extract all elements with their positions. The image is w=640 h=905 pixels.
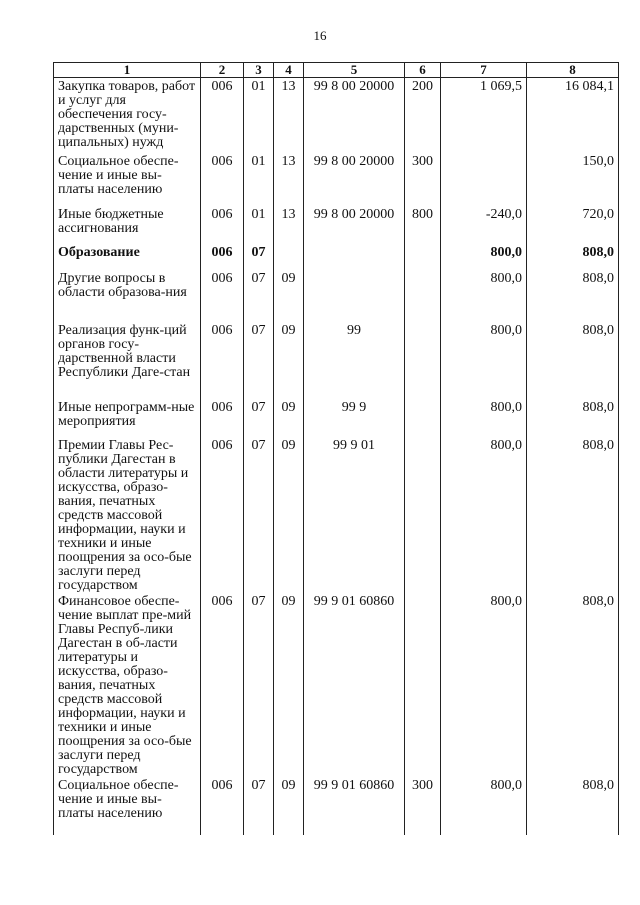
row-section-code: 07 [244, 777, 274, 835]
row-section-code: 07 [244, 270, 274, 322]
row-amount-total: 150,0 [527, 153, 619, 206]
header-col-5: 5 [304, 63, 405, 78]
row-target-article [304, 244, 405, 270]
row-amount-total: 720,0 [527, 206, 619, 244]
row-expense-type: 300 [405, 153, 441, 206]
row-ministry-code: 006 [201, 322, 244, 399]
row-name: Социальное обеспе-чение и иные вы-платы населению [54, 153, 201, 206]
table-row [54, 244, 619, 270]
row-amount-total: 808,0 [527, 270, 619, 322]
row-amount-change: -240,0 [441, 206, 527, 244]
row-expense-type [405, 399, 441, 437]
row-amount-change: 1 069,5 [441, 78, 527, 153]
header-col-4: 4 [274, 63, 304, 78]
row-name: Иные бюджетные ассигнования [54, 206, 201, 244]
header-col-7: 7 [441, 63, 527, 78]
row-ministry-code: 006 [201, 78, 244, 153]
row-target-article [304, 270, 405, 322]
row-subsection-code: 09 [274, 593, 304, 777]
row-expense-type [405, 270, 441, 322]
row-subsection-code: 13 [274, 153, 304, 206]
row-name: Финансовое обеспе-чение выплат пре-мий Главы Респуб-лики Дагестан в об-ласти литературы и искусства, образо-вания, печатных средств массовой информации, науки и техники и иные поощрения за осо-бые заслуги перед государством [54, 593, 201, 777]
table-row [54, 777, 619, 835]
row-ministry-code: 006 [201, 206, 244, 244]
table-row [54, 153, 619, 206]
row-expense-type [405, 244, 441, 270]
header-col-6: 6 [405, 63, 441, 78]
row-ministry-code: 006 [201, 593, 244, 777]
row-expense-type: 300 [405, 777, 441, 835]
row-name: Иные непрограмм-ные мероприятия [54, 399, 201, 437]
row-ministry-code: 006 [201, 777, 244, 835]
row-amount-total: 808,0 [527, 244, 619, 270]
row-amount-change: 800,0 [441, 593, 527, 777]
row-target-article: 99 9 01 60860 [304, 593, 405, 777]
row-subsection-code: 09 [274, 399, 304, 437]
row-amount-change: 800,0 [441, 437, 527, 593]
row-section-code: 07 [244, 322, 274, 399]
table-row [54, 206, 619, 244]
row-subsection-code: 13 [274, 206, 304, 244]
row-ministry-code: 006 [201, 399, 244, 437]
row-subsection-code: 09 [274, 437, 304, 593]
header-col-2: 2 [201, 63, 244, 78]
row-name: Образование [54, 244, 201, 270]
row-amount-change: 800,0 [441, 244, 527, 270]
row-section-code: 01 [244, 78, 274, 153]
row-target-article: 99 [304, 322, 405, 399]
row-section-code: 07 [244, 593, 274, 777]
row-name: Социальное обеспе-чение и иные вы-платы населению [54, 777, 201, 835]
row-amount-total: 808,0 [527, 437, 619, 593]
row-target-article: 99 9 01 60860 [304, 777, 405, 835]
row-expense-type [405, 437, 441, 593]
row-target-article: 99 8 00 20000 [304, 78, 405, 153]
row-amount-total: 808,0 [527, 322, 619, 399]
table-row [54, 322, 619, 399]
row-expense-type: 800 [405, 206, 441, 244]
row-amount-total: 808,0 [527, 777, 619, 835]
row-expense-type [405, 322, 441, 399]
row-subsection-code: 09 [274, 322, 304, 399]
row-subsection-code: 09 [274, 777, 304, 835]
row-target-article: 99 9 [304, 399, 405, 437]
table-row [54, 593, 619, 777]
row-name: Премии Главы Рес-публики Дагестан в области литературы и искусства, образо-вания, печатных средств массовой информации, науки и техники и иные поощрения за осо-бые заслуги перед государством [54, 437, 201, 593]
row-amount-change: 800,0 [441, 777, 527, 835]
table-row [54, 399, 619, 437]
row-amount-change: 800,0 [441, 270, 527, 322]
row-target-article: 99 8 00 20000 [304, 153, 405, 206]
row-name: Другие вопросы в области образова-ния [54, 270, 201, 322]
row-section-code: 01 [244, 206, 274, 244]
header-col-1: 1 [54, 63, 201, 78]
header-row [54, 63, 619, 78]
row-section-code: 07 [244, 244, 274, 270]
row-ministry-code: 006 [201, 153, 244, 206]
row-name: Реализация функ-ций органов госу-дарственной власти Республики Даге-стан [54, 322, 201, 399]
table-row [54, 78, 619, 153]
row-ministry-code: 006 [201, 270, 244, 322]
row-ministry-code: 006 [201, 244, 244, 270]
table-row [54, 437, 619, 593]
row-target-article: 99 8 00 20000 [304, 206, 405, 244]
row-subsection-code: 09 [274, 270, 304, 322]
row-section-code: 01 [244, 153, 274, 206]
row-expense-type: 200 [405, 78, 441, 153]
row-subsection-code [274, 244, 304, 270]
row-amount-total: 808,0 [527, 399, 619, 437]
budget-table [53, 62, 619, 835]
page-number: 16 [313, 28, 327, 43]
row-expense-type [405, 593, 441, 777]
row-amount-change: 800,0 [441, 399, 527, 437]
table-row [54, 270, 619, 322]
row-section-code: 07 [244, 437, 274, 593]
row-amount-total: 808,0 [527, 593, 619, 777]
row-ministry-code: 006 [201, 437, 244, 593]
row-section-code: 07 [244, 399, 274, 437]
row-name: Закупка товаров, работ и услуг для обеспечения госу-дарственных (муни-ципальных) нужд [54, 78, 201, 153]
row-subsection-code: 13 [274, 78, 304, 153]
header-col-8: 8 [527, 63, 619, 78]
row-target-article: 99 9 01 [304, 437, 405, 593]
header-col-3: 3 [244, 63, 274, 78]
row-amount-change [441, 153, 527, 206]
row-amount-change: 800,0 [441, 322, 527, 399]
row-amount-total: 16 084,1 [527, 78, 619, 153]
